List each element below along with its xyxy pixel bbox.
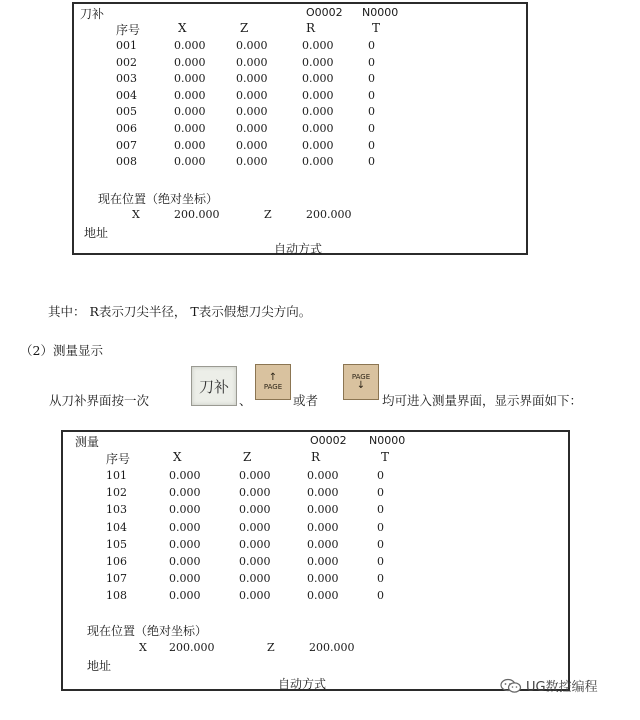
mode-status: 自动方式 (274, 242, 323, 256)
cell-r: 0.000 (307, 469, 339, 482)
cell-r: 0.000 (307, 520, 339, 534)
cell-z: 0.000 (239, 589, 271, 603)
cell-r: 0.000 (302, 55, 334, 69)
cell-z: 0.000 (239, 572, 271, 586)
cell-z: 0.000 (239, 503, 271, 517)
column-header-r: R (311, 450, 321, 464)
watermark (500, 676, 598, 695)
cell-index: 107 (106, 572, 127, 586)
cell-r: 0.000 (307, 589, 339, 603)
cell-x: 0.000 (174, 88, 206, 102)
mode-status: 自动方式 (278, 677, 327, 691)
cell-r: 0.000 (302, 105, 334, 119)
instruction-after: 均可进入测量界面，显示界面如下： (382, 393, 583, 408)
cell-t: 0 (377, 469, 384, 482)
cell-z: 0.000 (239, 469, 271, 482)
cell-x: 0.000 (169, 520, 201, 534)
cell-index: 006 (116, 122, 137, 135)
cell-x: 0.000 (174, 72, 206, 86)
cell-x: 0.000 (169, 537, 201, 551)
cell-z: 0.000 (236, 39, 268, 52)
column-header-t: T (372, 21, 381, 35)
cell-index: 004 (116, 88, 137, 102)
note-text: 其中： R表示刀尖半径， T表示假想刀尖方向。 (48, 304, 312, 319)
cell-index: 108 (106, 589, 127, 603)
cell-t: 0 (377, 589, 384, 603)
program-number: O0002 (306, 6, 343, 19)
cell-x: 0.000 (169, 486, 201, 500)
cell-x: 0.000 (174, 155, 206, 169)
instruction-separator-1: 、 (239, 393, 252, 408)
cell-index: 007 (116, 138, 137, 152)
x-position-value: 200.000 (169, 641, 215, 654)
cell-t: 0 (368, 105, 375, 119)
cell-x: 0.000 (174, 55, 206, 69)
cell-z: 0.000 (236, 122, 268, 135)
page-down-label: PAGE (351, 373, 371, 381)
section-heading: （2）测量显示 (20, 343, 103, 358)
z-axis-label: Z (267, 641, 275, 654)
watermark-text: UG数控编程 (526, 680, 598, 695)
cell-index: 102 (106, 486, 127, 500)
cell-z: 0.000 (239, 486, 271, 500)
cell-x: 0.000 (174, 138, 206, 152)
cell-t: 0 (377, 572, 384, 586)
cell-r: 0.000 (302, 39, 334, 52)
cell-index: 003 (116, 72, 137, 86)
cell-x: 0.000 (169, 555, 201, 568)
cell-index: 105 (106, 537, 127, 551)
cell-index: 005 (116, 105, 137, 119)
cell-x: 0.000 (169, 572, 201, 586)
page-up-label: PAGE (263, 383, 283, 391)
offset-key-label: 刀补 (198, 377, 229, 396)
cell-r: 0.000 (302, 138, 334, 152)
down-arrow-icon: ↓ (356, 380, 366, 391)
x-axis-label: X (132, 208, 140, 221)
position-label: 现在位置（绝对坐标） (87, 624, 208, 638)
cell-z: 0.000 (236, 72, 268, 86)
cell-t: 0 (368, 138, 375, 152)
cell-t: 0 (368, 122, 375, 135)
page-down-key-icon (343, 364, 379, 400)
cell-z: 0.000 (236, 88, 268, 102)
column-header-index: 序号 (106, 452, 131, 466)
address-label: 地址 (87, 659, 112, 673)
wechat-icon (500, 678, 522, 694)
z-position-value: 200.000 (306, 208, 352, 221)
cell-index: 002 (116, 55, 137, 69)
cell-z: 0.000 (236, 155, 268, 169)
x-axis-label: X (139, 641, 147, 654)
offset-key-icon (191, 366, 237, 406)
column-header-z: Z (243, 450, 252, 464)
cell-r: 0.000 (307, 537, 339, 551)
column-header-index: 序号 (116, 23, 141, 37)
cell-x: 0.000 (169, 503, 201, 517)
cell-x: 0.000 (169, 469, 201, 482)
screen-title: 测量 (75, 435, 100, 449)
cell-t: 0 (377, 520, 384, 534)
cell-t: 0 (377, 537, 384, 551)
cell-index: 101 (106, 469, 127, 482)
cell-r: 0.000 (307, 555, 339, 568)
cell-z: 0.000 (236, 138, 268, 152)
cell-z: 0.000 (236, 105, 268, 119)
cell-t: 0 (368, 39, 375, 52)
screen-title: 刀补 (80, 7, 105, 21)
page-up-key-icon (255, 364, 291, 400)
column-header-t: T (381, 450, 390, 464)
cell-index: 104 (106, 520, 127, 534)
x-position-value: 200.000 (174, 208, 220, 221)
cell-r: 0.000 (307, 486, 339, 500)
cell-t: 0 (377, 555, 384, 568)
cell-x: 0.000 (169, 589, 201, 603)
cell-index: 008 (116, 155, 137, 169)
column-header-x: X (178, 21, 187, 35)
column-header-z: Z (240, 21, 249, 35)
cell-r: 0.000 (307, 572, 339, 586)
up-arrow-icon: ↑ (268, 372, 278, 383)
cell-r: 0.000 (307, 503, 339, 517)
cell-t: 0 (368, 88, 375, 102)
cell-index: 103 (106, 503, 127, 517)
column-header-r: R (306, 21, 316, 35)
z-axis-label: Z (264, 208, 272, 221)
cell-t: 0 (368, 55, 375, 69)
cell-r: 0.000 (302, 88, 334, 102)
cell-r: 0.000 (302, 72, 334, 86)
cell-t: 0 (377, 486, 384, 500)
cell-t: 0 (368, 72, 375, 86)
cell-z: 0.000 (236, 55, 268, 69)
cell-z: 0.000 (239, 520, 271, 534)
cell-index: 001 (116, 39, 137, 52)
cell-x: 0.000 (174, 122, 206, 135)
address-label: 地址 (84, 226, 109, 240)
z-position-value: 200.000 (309, 641, 355, 654)
instruction-before: 从刀补界面按一次 (49, 393, 150, 408)
cell-x: 0.000 (174, 105, 206, 119)
program-number: O0002 (310, 434, 347, 447)
cell-t: 0 (368, 155, 375, 169)
offset-screen (72, 2, 528, 255)
column-header-x: X (173, 450, 182, 464)
cell-z: 0.000 (239, 555, 271, 568)
sequence-number: N0000 (362, 6, 399, 19)
cell-x: 0.000 (174, 39, 206, 52)
position-label: 现在位置（绝对坐标） (98, 192, 219, 206)
measurement-screen (61, 430, 570, 691)
cell-index: 106 (106, 555, 127, 568)
instruction-separator-2: 或者 (293, 393, 319, 408)
cell-z: 0.000 (239, 537, 271, 551)
cell-r: 0.000 (302, 122, 334, 135)
sequence-number: N0000 (369, 434, 406, 447)
cell-t: 0 (377, 503, 384, 517)
cell-r: 0.000 (302, 155, 334, 169)
